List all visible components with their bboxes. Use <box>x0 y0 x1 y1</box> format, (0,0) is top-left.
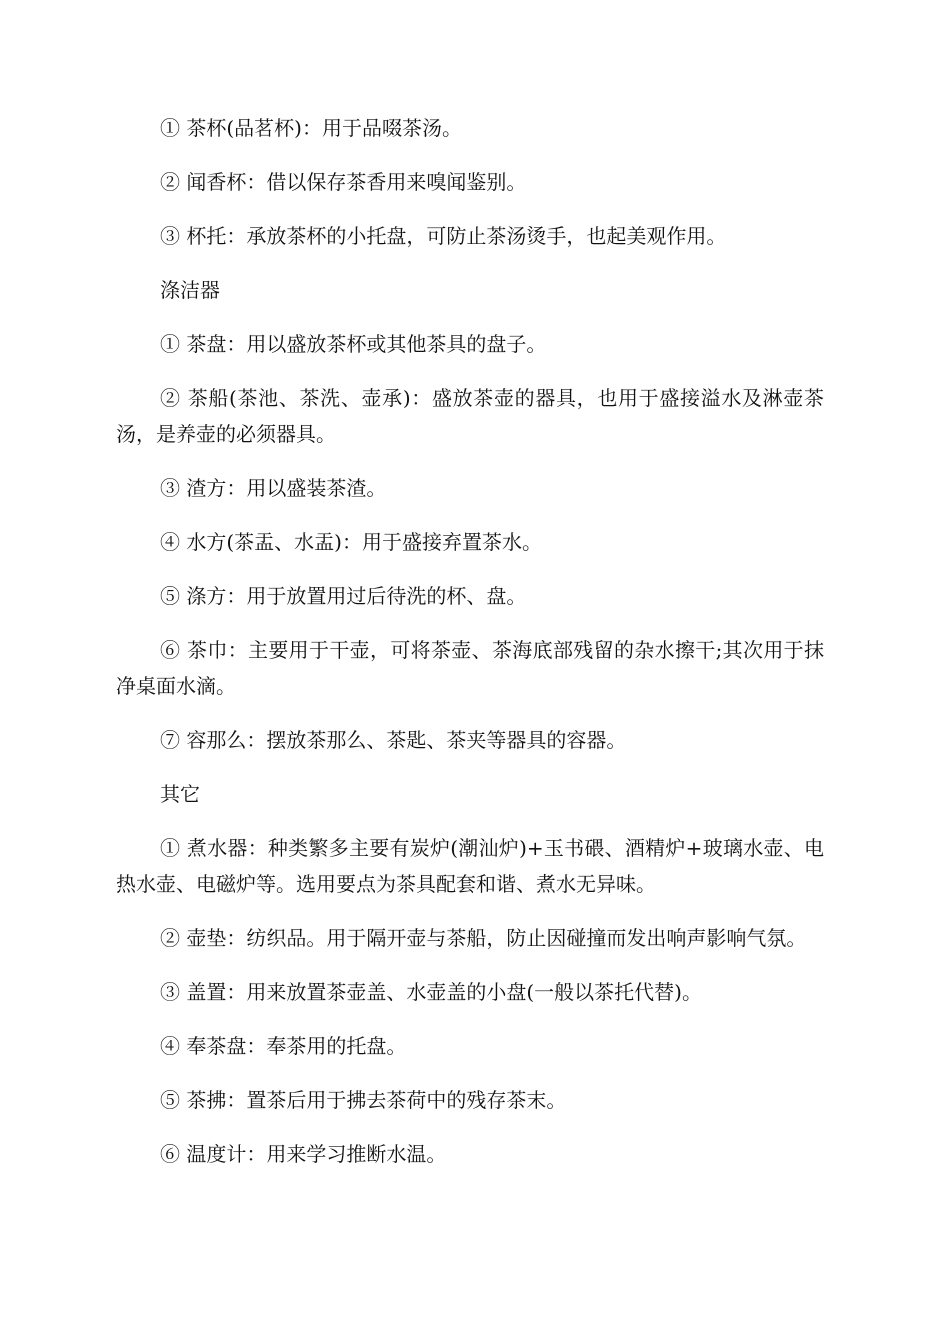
section-heading-others: 其它 <box>160 782 200 806</box>
paragraph-water-bowl: ④ 水方(茶盂、水盂)：用于盛接弃置茶水。 <box>160 530 542 554</box>
paragraph-dregs-bowl: ③ 渣方：用以盛装茶渣。 <box>160 476 387 500</box>
paragraph-thermometer: ⑥ 温度计：用来学习推断水温。 <box>160 1142 447 1166</box>
paragraph-tea-towel: ⑥ 茶巾：主要用于干壶，可将茶壶、茶海底部残留的杂水擦干;其次用于抹净桌面水滴。 <box>116 638 824 698</box>
paragraph-serving-tray: ④ 奉茶盘：奉茶用的托盘。 <box>160 1034 407 1058</box>
paragraph-utensil-holder: ⑦ 容那么：摆放茶那么、茶匙、茶夹等器具的容器。 <box>160 728 627 752</box>
paragraph-water-boiler: ① 煮水器：种类繁多主要有炭炉(潮汕炉)+玉书碨、酒精炉+玻璃水壶、电热水壶、电磁炉等。选用要点为茶具配套和谐、煮水无异味。 <box>116 836 824 896</box>
paragraph-tea-tray: ① 茶盘：用以盛放茶杯或其他茶具的盘子。 <box>160 332 547 356</box>
paragraph-pot-mat: ② 壶垫：纺织品。用于隔开壶与茶船，防止因碰撞而发出响声影响气氛。 <box>160 926 807 950</box>
paragraph-tea-cup: ① 茶杯(品茗杯)：用于品啜茶汤。 <box>160 116 462 140</box>
paragraph-cup-saucer: ③ 杯托：承放茶杯的小托盘，可防止茶汤烫手，也起美观作用。 <box>160 224 727 248</box>
paragraph-aroma-cup: ② 闻香杯：借以保存茶香用来嗅闻鉴别。 <box>160 170 527 194</box>
paragraph-lid-rest: ③ 盖置：用来放置茶壶盖、水壶盖的小盘(一般以茶托代替)。 <box>160 980 702 1004</box>
document-body <box>116 110 824 1190</box>
paragraph-tea-boat: ② 茶船(茶池、茶洗、壶承)：盛放茶壶的器具，也用于盛接溢水及淋壶茶汤，是养壶的必须器具。 <box>116 386 824 446</box>
section-heading-cleaning: 涤洁器 <box>160 278 220 302</box>
paragraph-tea-brush: ⑤ 茶拂：置茶后用于拂去茶荷中的残存茶末。 <box>160 1088 567 1112</box>
paragraph-wash-bowl: ⑤ 涤方：用于放置用过后待洗的杯、盘。 <box>160 584 527 608</box>
